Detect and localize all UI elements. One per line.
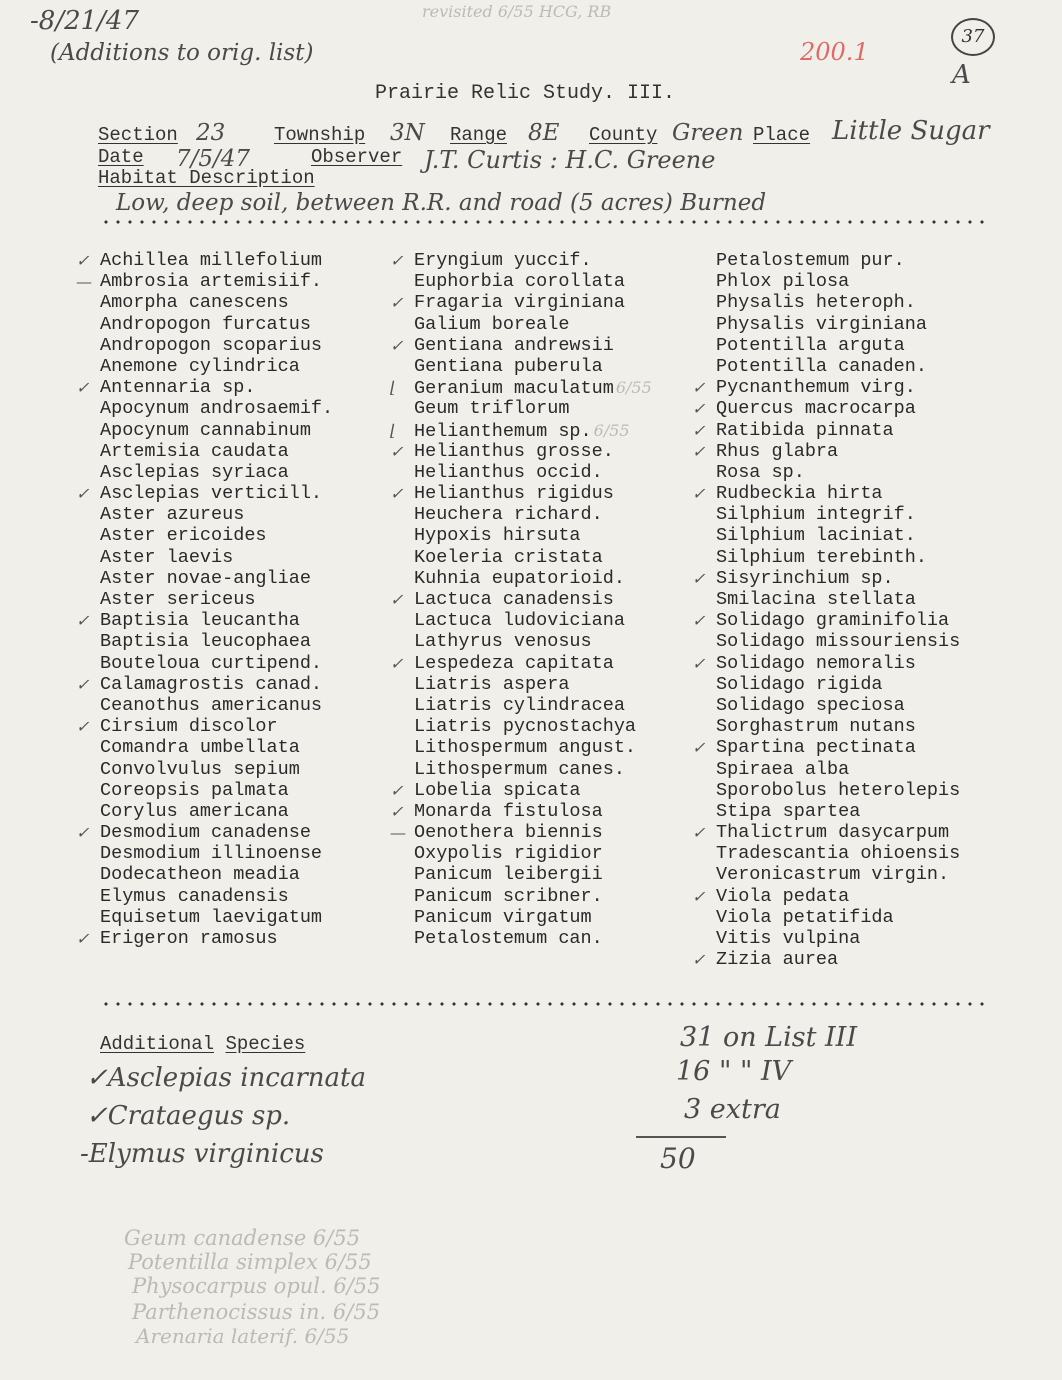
species-name: Desmodium illinoense xyxy=(100,843,323,865)
species-name: Aster laevis xyxy=(100,546,234,568)
species-name: Gentiana andrewsii xyxy=(414,334,614,356)
species-name: Potentilla canaden. xyxy=(716,355,927,377)
check-mark: ✓ xyxy=(692,653,706,673)
species-column-3 xyxy=(692,250,961,971)
species-row xyxy=(414,271,652,292)
species-row xyxy=(390,250,652,271)
species-row xyxy=(414,631,652,652)
species-row xyxy=(100,907,333,928)
species-name: Aster azureus xyxy=(100,504,245,526)
revisited-note: revisited 6/55 HCG, RB xyxy=(422,2,612,21)
date-label: Date xyxy=(98,146,144,168)
species-row xyxy=(76,928,333,949)
species-row xyxy=(100,653,333,674)
check-mark: ✓ xyxy=(390,653,404,673)
check-mark: ✓ xyxy=(76,378,90,398)
species-row xyxy=(390,334,652,356)
dotted-divider-top xyxy=(100,220,992,224)
reference-number: 200.1 xyxy=(800,38,869,66)
species-name: Apocynum cannabinum xyxy=(100,419,311,441)
check-mark: ✓ xyxy=(692,399,706,419)
species-name: Pycnanthemum virg. xyxy=(716,377,916,399)
additional-species-2: ✓Crataegus sp. xyxy=(86,1101,291,1131)
species-row xyxy=(716,759,960,780)
species-name: Liatris aspera xyxy=(414,673,570,695)
check-mark: ✓ xyxy=(76,251,90,270)
species-row xyxy=(716,462,960,483)
check-mark: ✓ xyxy=(390,780,404,800)
additional-label: Additional xyxy=(100,1033,215,1055)
species-name: Aster sericeus xyxy=(100,589,256,610)
species-name: Hypoxis hirsuta xyxy=(414,525,581,547)
species-row xyxy=(414,462,652,483)
species-column-2 xyxy=(390,250,652,949)
check-mark: ✓ xyxy=(390,293,404,313)
species-row xyxy=(692,737,960,759)
species-row xyxy=(414,314,652,335)
species-name: Achillea millefolium xyxy=(100,250,323,271)
check-mark: ✓ xyxy=(390,484,404,504)
species-name: Cirsium discolor xyxy=(100,716,278,738)
species-row xyxy=(76,610,333,632)
species-name: Anemone cylindrica xyxy=(100,355,300,377)
species-name: Ratibida pinnata xyxy=(716,419,894,441)
dotted-divider-bottom xyxy=(100,1002,992,1006)
species-name: Petalostemum can. xyxy=(414,928,603,949)
species-name: Solidago graminifolia xyxy=(716,610,950,632)
species-row xyxy=(716,907,960,928)
species-row xyxy=(414,928,652,949)
species-row xyxy=(76,377,333,399)
species-row xyxy=(692,377,960,399)
species-name: Vitis vulpina xyxy=(716,928,861,949)
range-value: 8E xyxy=(528,120,560,146)
species-row xyxy=(716,250,960,271)
habitat-label: Habitat Description xyxy=(98,167,315,189)
species-row xyxy=(414,864,652,885)
species-name: Kuhnia eupatorioid. xyxy=(414,567,625,589)
species-row xyxy=(100,504,333,525)
species-row xyxy=(716,695,960,716)
species-name: Monarda fistulosa xyxy=(414,800,603,822)
species-row xyxy=(692,822,960,844)
species-row xyxy=(100,398,333,419)
tally-line-2: 16 " " IV xyxy=(676,1056,792,1087)
species-row xyxy=(100,335,333,356)
species-name: Equisetum laevigatum xyxy=(100,906,323,928)
species-row xyxy=(692,652,960,674)
species-row xyxy=(414,504,652,525)
check-mark: ✓ xyxy=(692,441,706,461)
species-name: Zizia aurea xyxy=(716,949,839,971)
species-name: Helianthus rigidus xyxy=(414,483,614,505)
species-row xyxy=(414,547,652,568)
species-name: Sisyrinchium sp. xyxy=(716,567,894,589)
section-value: 23 xyxy=(196,120,226,146)
species-row xyxy=(414,356,652,377)
species-row xyxy=(100,864,333,885)
species-row xyxy=(76,483,333,505)
species-column-1 xyxy=(76,250,334,949)
species-name: Solidago nemoralis xyxy=(716,652,916,674)
species-name: Physalis heteroph. xyxy=(716,292,916,314)
check-mark: ✓ xyxy=(692,823,706,843)
species-name: Corylus americana xyxy=(100,800,289,822)
township-label: Township xyxy=(274,124,366,146)
species-row xyxy=(414,398,652,419)
county-label: County xyxy=(589,124,658,146)
species-name: Lithospermum angust. xyxy=(414,737,637,759)
township-value: 3N xyxy=(390,120,425,146)
species-name: Lithospermum canes. xyxy=(414,758,625,780)
species-name: Convolvulus sepium xyxy=(100,758,300,780)
species-row xyxy=(414,886,652,907)
species-row xyxy=(390,800,652,822)
check-mark: ✓ xyxy=(390,441,404,461)
species-row xyxy=(716,547,960,568)
species-row xyxy=(390,589,652,610)
species-row xyxy=(692,949,960,971)
species-name: Rosa sp. xyxy=(716,461,805,483)
species-row xyxy=(692,483,960,505)
species-name: Ambrosia artemisiif. xyxy=(100,271,323,293)
species-row xyxy=(100,886,333,907)
species-row xyxy=(390,292,652,314)
species-name: Apocynum androsaemif. xyxy=(100,398,334,420)
species-row xyxy=(390,440,652,462)
species-name: Galium boreale xyxy=(414,313,570,335)
check-mark: ✓ xyxy=(76,611,90,631)
species-name: Geranium maculatum xyxy=(414,378,614,400)
species-row xyxy=(414,695,652,716)
species-name: Erigeron ramosus xyxy=(100,928,278,949)
species-name: Comandra umbellata xyxy=(100,737,300,759)
species-row xyxy=(390,377,652,400)
check-mark: ✓ xyxy=(76,484,90,504)
check-mark: ✓ xyxy=(692,886,706,906)
species-name: Desmodium canadense xyxy=(100,822,311,844)
species-name: Panicum scribner. xyxy=(414,885,603,907)
species-row xyxy=(100,737,333,758)
species-name: Potentilla arguta xyxy=(716,334,905,356)
species-name: Solidago missouriensis xyxy=(716,631,961,653)
species-name: Veronicastrum virgin. xyxy=(716,864,950,886)
species-name: Baptisia leucophaea xyxy=(100,631,311,653)
species-row xyxy=(716,780,960,801)
species-name: Silphium integrif. xyxy=(716,504,916,526)
species-name: Solidago rigida xyxy=(716,673,883,695)
check-mark: ✓ xyxy=(692,420,706,440)
species-name: Geum triflorum xyxy=(414,398,570,420)
observer-label: Observer xyxy=(311,146,403,168)
revisit-note-4: Parthenocissus in. 6/55 xyxy=(132,1300,381,1324)
species-name: Fragaria virginiana xyxy=(414,292,625,314)
species-name: Sporobolus heterolepis xyxy=(716,779,961,801)
species-row xyxy=(692,398,960,420)
species-name: Physalis virginiana xyxy=(716,313,927,335)
check-mark: ✓ xyxy=(390,801,404,821)
species-name: Stipa spartea xyxy=(716,800,861,822)
species-row xyxy=(100,525,333,546)
species-row xyxy=(100,420,333,441)
species-name: Asclepias syriaca xyxy=(100,461,289,483)
check-mark: ✓ xyxy=(692,568,706,588)
species-name: Petalostemum pur. xyxy=(716,250,905,271)
species-row xyxy=(100,695,333,716)
species-name: Aster novae-angliae xyxy=(100,567,311,589)
species-name: Panicum leibergii xyxy=(414,864,603,886)
species-name: Andropogon furcatus xyxy=(100,313,311,335)
check-mark: ✓ xyxy=(390,590,404,609)
species-row xyxy=(76,716,333,738)
species-row xyxy=(100,780,333,801)
check-mark: ✓ xyxy=(76,823,90,843)
additional-species-3: -Elymus virginicus xyxy=(80,1139,324,1169)
species-row xyxy=(100,462,333,483)
species-row xyxy=(692,567,960,589)
species-row xyxy=(716,716,960,737)
check-mark: ✓ xyxy=(692,611,706,631)
species-row xyxy=(692,440,960,462)
species-name: Antennaria sp. xyxy=(100,377,256,399)
species-name: Smilacina stellata xyxy=(716,589,916,610)
additional-species-1: ✓Asclepias incarnata xyxy=(86,1063,366,1093)
species-row xyxy=(100,631,333,652)
check-mark: ✓ xyxy=(390,251,404,270)
species-name: Amorpha canescens xyxy=(100,292,289,314)
species-name: Lobelia spicata xyxy=(414,779,581,801)
species-name: Thalictrum dasycarpum xyxy=(716,822,950,844)
check-mark: — xyxy=(390,823,406,843)
tally-line-1: 31 on List III xyxy=(680,1022,858,1053)
species-row xyxy=(716,843,960,864)
species-name: Silphium terebinth. xyxy=(716,546,927,568)
species-row xyxy=(716,335,960,356)
species-row xyxy=(100,843,333,864)
title-text: Prairie Relic Study. III. xyxy=(375,82,676,105)
place-value: Little Sugar xyxy=(832,116,990,146)
check-mark: ✓ xyxy=(692,950,706,970)
species-name: Bouteloua curtipend. xyxy=(100,652,323,674)
check-mark: ⌊ xyxy=(390,378,397,398)
page-title xyxy=(375,82,675,105)
species-row xyxy=(100,441,333,462)
species-name: Rhus glabra xyxy=(716,440,839,462)
species-name: Liatris pycnostachya xyxy=(414,716,637,738)
species-row xyxy=(716,801,960,822)
species-row xyxy=(76,271,333,293)
species-row xyxy=(100,547,333,568)
species-row xyxy=(692,885,960,907)
species-name: Lactuca canadensis xyxy=(414,589,614,610)
species-row xyxy=(100,589,333,610)
species-row xyxy=(100,292,333,313)
species-row xyxy=(100,759,333,780)
species-row xyxy=(716,928,960,949)
revisit-note-1: Geum canadense 6/55 xyxy=(124,1226,361,1250)
tally-total: 50 xyxy=(660,1142,696,1175)
species-name: Gentiana puberula xyxy=(414,355,603,377)
tally-rule xyxy=(636,1136,726,1138)
habitat-value: Low, deep soil, between R.R. and road (5 acres) Burned xyxy=(116,190,767,216)
species-name: Spartina pectinata xyxy=(716,737,916,759)
revisit-date-note: 6/55 xyxy=(615,378,652,398)
additions-note: (Additions to orig. list) xyxy=(50,40,314,66)
check-mark: ✓ xyxy=(692,378,706,398)
species-name: Oenothera biennis xyxy=(414,822,603,844)
species-row xyxy=(692,610,960,632)
species-name: Sorghastrum nutans xyxy=(716,716,916,738)
check-mark: ✓ xyxy=(76,717,90,737)
check-mark: ✓ xyxy=(692,738,706,758)
species-name: Liatris cylindracea xyxy=(414,694,625,716)
species-row xyxy=(414,907,652,928)
species-label: Species xyxy=(225,1033,306,1055)
tally-line-3: 3 extra xyxy=(684,1094,781,1125)
species-row xyxy=(414,737,652,758)
species-row xyxy=(414,716,652,737)
species-row xyxy=(390,822,652,844)
species-name: Panicum virgatum xyxy=(414,906,592,928)
additional-species-heading xyxy=(100,1033,305,1055)
species-name: Helianthemum sp. xyxy=(414,420,592,442)
species-row xyxy=(716,271,960,292)
species-name: Oxypolis rigidior xyxy=(414,843,603,865)
check-mark: ✓ xyxy=(692,484,706,504)
species-row xyxy=(100,314,333,335)
species-name: Helianthus occid. xyxy=(414,461,603,483)
species-name: Quercus macrocarpa xyxy=(716,398,916,420)
species-name: Silphium laciniat. xyxy=(716,525,916,547)
species-name: Andropogon scoparius xyxy=(100,334,323,356)
species-name: Lathyrus venosus xyxy=(414,631,592,653)
revisit-note-5: Arenaria laterif. 6/55 xyxy=(136,1324,350,1348)
species-row xyxy=(716,674,960,695)
species-name: Phlox pilosa xyxy=(716,271,850,293)
species-name: Helianthus grosse. xyxy=(414,440,614,462)
species-row xyxy=(414,759,652,780)
species-name: Elymus canadensis xyxy=(100,885,289,907)
date-note: -8/21/47 xyxy=(30,6,140,36)
species-row xyxy=(716,589,960,610)
species-name: Coreopsis palmata xyxy=(100,779,289,801)
species-name: Dodecatheon meadia xyxy=(100,864,300,886)
species-name: Calamagrostis canad. xyxy=(100,673,323,695)
observer-value: J.T. Curtis : H.C. Greene xyxy=(424,146,716,174)
species-row xyxy=(414,525,652,546)
county-value: Green xyxy=(672,120,744,146)
species-row xyxy=(716,504,960,525)
check-mark: — xyxy=(76,272,92,292)
species-name: Lespedeza capitata xyxy=(414,652,614,674)
species-row xyxy=(76,673,333,695)
species-row xyxy=(100,801,333,822)
species-row xyxy=(390,652,652,674)
species-row xyxy=(100,356,333,377)
species-row xyxy=(390,779,652,801)
species-name: Heuchera richard. xyxy=(414,504,603,526)
species-name: Solidago speciosa xyxy=(716,694,905,716)
species-row xyxy=(390,483,652,505)
species-row xyxy=(100,568,333,589)
species-row xyxy=(76,822,333,844)
species-name: Viola petatifida xyxy=(716,906,894,928)
species-name: Artemisia caudata xyxy=(100,440,289,462)
species-name: Ceanothus americanus xyxy=(100,694,323,716)
species-row xyxy=(716,525,960,546)
species-name: Spiraea alba xyxy=(716,758,850,780)
check-mark: ✓ xyxy=(390,335,404,355)
species-name: Tradescantia ohioensis xyxy=(716,843,961,865)
sheet-letter: A xyxy=(952,60,971,90)
species-row xyxy=(414,610,652,631)
species-name: Baptisia leucantha xyxy=(100,610,300,632)
species-row xyxy=(716,631,960,652)
range-label: Range xyxy=(450,124,508,146)
species-name: Rudbeckia hirta xyxy=(716,483,883,505)
date-value: 7/5/47 xyxy=(176,146,251,172)
species-row xyxy=(390,420,652,442)
species-name: Eryngium yuccif. xyxy=(414,250,592,271)
circled-page-number: 37 xyxy=(951,18,995,56)
check-mark: ✓ xyxy=(76,674,90,694)
check-mark: ✓ xyxy=(76,929,90,948)
species-row xyxy=(716,864,960,885)
species-row xyxy=(414,674,652,695)
species-row xyxy=(414,568,652,589)
species-row xyxy=(716,314,960,335)
check-mark: ⌊ xyxy=(390,420,397,440)
revisit-date-note: 6/55 xyxy=(593,420,630,440)
place-label: Place xyxy=(753,124,811,146)
species-row xyxy=(716,292,960,313)
revisit-note-3: Physocarpus opul. 6/55 xyxy=(132,1274,381,1298)
revisit-note-2: Potentilla simplex 6/55 xyxy=(128,1250,372,1274)
species-name: Asclepias verticill. xyxy=(100,483,323,505)
species-name: Euphorbia corollata xyxy=(414,271,625,293)
species-row xyxy=(692,419,960,441)
species-name: Viola pedata xyxy=(716,885,850,907)
species-name: Lactuca ludoviciana xyxy=(414,610,625,632)
species-row xyxy=(76,250,333,271)
species-name: Aster ericoides xyxy=(100,525,267,547)
species-row xyxy=(716,356,960,377)
species-name: Koeleria cristata xyxy=(414,546,603,568)
section-label: Section xyxy=(98,124,178,146)
species-row xyxy=(414,843,652,864)
